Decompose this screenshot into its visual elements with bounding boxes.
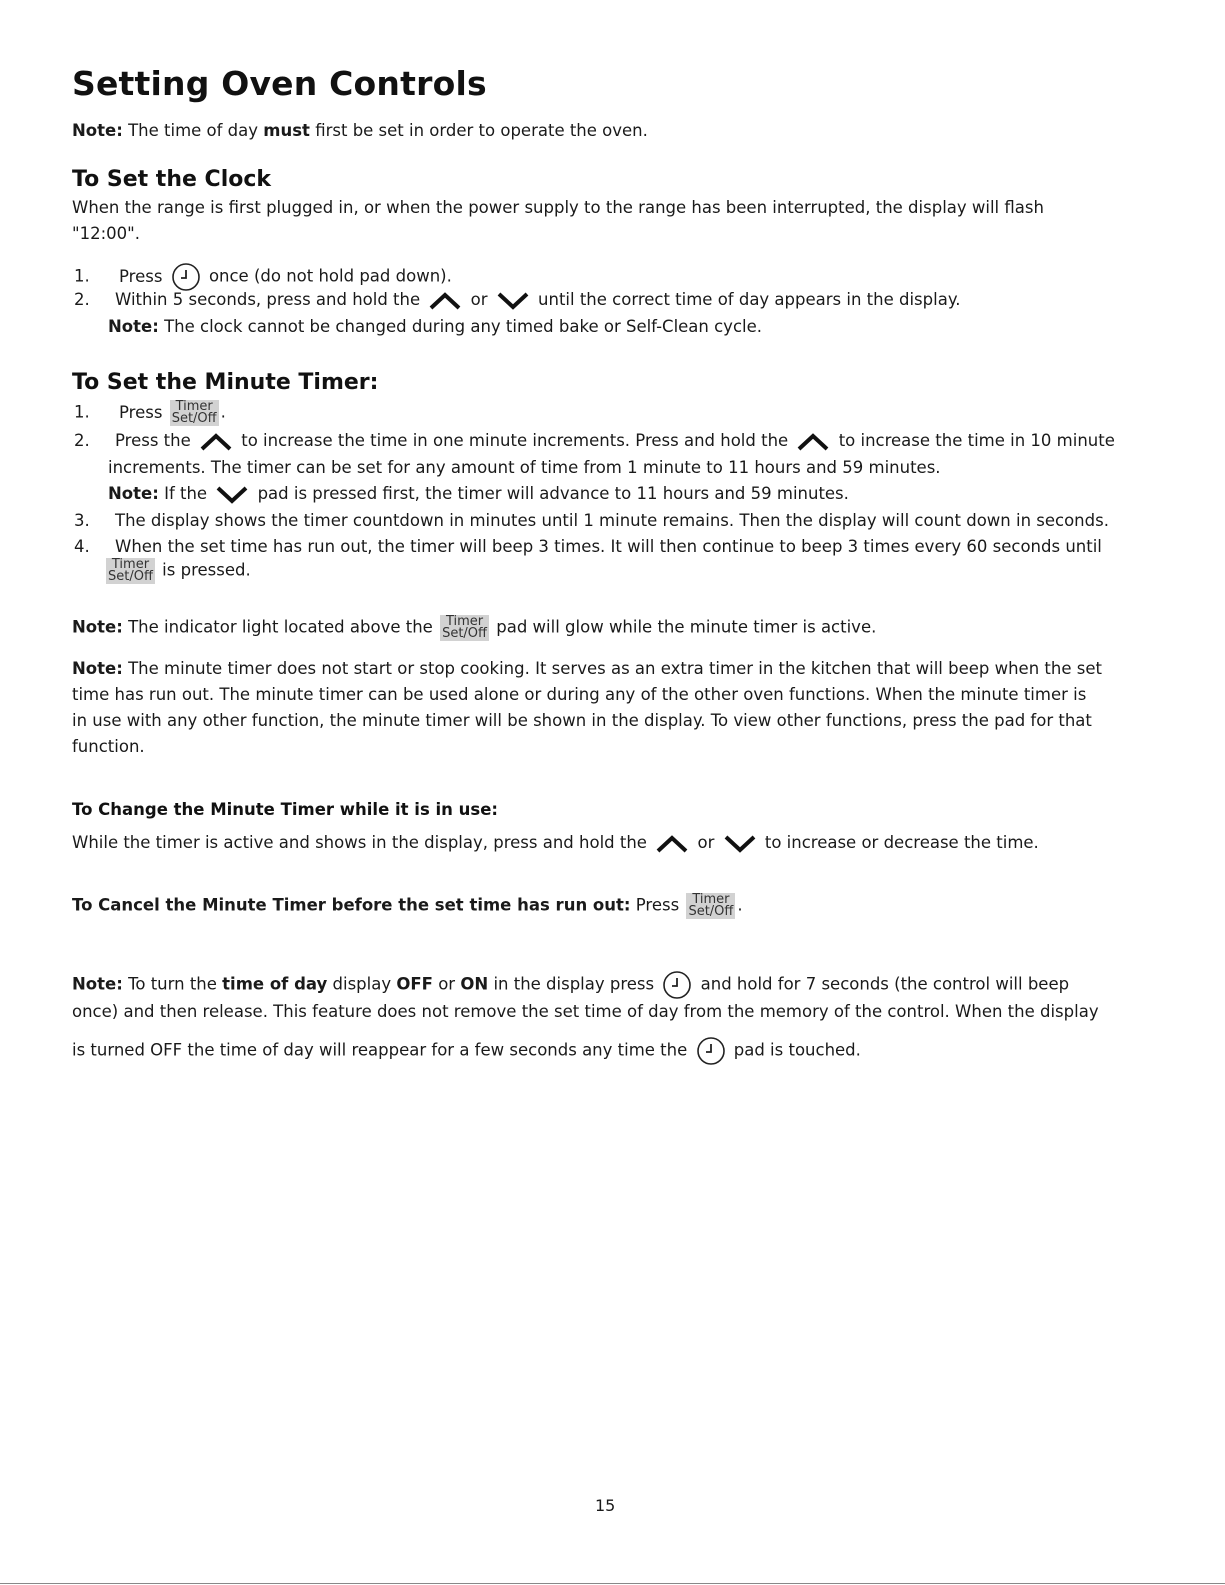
timer-note-2-line3: in use with any other function, the minute timer will be shown in the display. To view other functions, press the pad for that bbox=[72, 711, 1092, 730]
step-number: 2. bbox=[74, 431, 90, 450]
note-text: and hold for 7 seconds (the control will beep bbox=[700, 974, 1070, 994]
down-arrow-icon bbox=[722, 835, 758, 853]
note-emphasis: must bbox=[263, 121, 310, 140]
pad-label-bottom: Set/Off bbox=[108, 569, 153, 584]
pad-label-bottom: Set/Off bbox=[171, 411, 217, 426]
timer-note-2-line4: function. bbox=[72, 737, 145, 756]
body-text: . bbox=[737, 895, 743, 915]
step-text: . bbox=[220, 402, 226, 422]
body-text: Press bbox=[635, 895, 680, 915]
timer-step-2-note bbox=[108, 483, 849, 505]
pad-label-top: Timer bbox=[175, 399, 213, 414]
note-label: Note: bbox=[72, 121, 123, 140]
note-emphasis: time of day bbox=[222, 974, 328, 994]
step-text: to increase the time in 10 minute bbox=[838, 431, 1115, 450]
step-text: is pressed. bbox=[162, 560, 251, 580]
up-arrow-icon bbox=[654, 835, 690, 853]
step-number: 2. bbox=[74, 290, 90, 309]
timer-step-4 bbox=[74, 536, 1102, 558]
note-text: pad will glow while the minute timer is active. bbox=[496, 617, 877, 637]
final-note-line1 bbox=[72, 970, 1069, 1000]
step-text: or bbox=[470, 290, 488, 309]
pad-label-top: Timer bbox=[111, 557, 150, 572]
note-text: The time of day bbox=[128, 121, 259, 140]
note-label: Note: bbox=[72, 974, 123, 994]
note-text: is turned OFF the time of day will reappear for a few seconds any time the bbox=[72, 1040, 688, 1060]
step-text: When the set time has run out, the timer will beep 3 times. It will then continue to beep 3 times every 60 seconds until bbox=[115, 537, 1102, 556]
step-text: Press the bbox=[115, 431, 191, 450]
body-text: to increase or decrease the time. bbox=[764, 833, 1039, 852]
note-text: If the bbox=[164, 484, 208, 503]
step-text: to increase the time in one minute increments. Press and hold the bbox=[241, 431, 789, 450]
final-note-line2: once) and then release. This feature does not remove the set time of day from the memory of the control. When the display bbox=[72, 1002, 1099, 1021]
note-text: or bbox=[438, 974, 456, 994]
body-text: or bbox=[697, 833, 715, 852]
change-heading: To Change the Minute Timer while it is in use: bbox=[72, 800, 499, 819]
intro-note bbox=[72, 120, 648, 142]
step-text: once (do not hold pad down). bbox=[208, 266, 452, 286]
clock-icon bbox=[662, 970, 692, 1000]
up-arrow-icon bbox=[795, 433, 831, 451]
page-number: 15 bbox=[595, 1496, 616, 1515]
note-text: The clock cannot be changed during any timed bake or Self-Clean cycle. bbox=[164, 317, 763, 336]
change-text bbox=[72, 832, 1039, 854]
step-number: 1. bbox=[74, 266, 90, 286]
note-text: first be set in order to operate the oven. bbox=[315, 121, 648, 140]
timer-set-off-pad bbox=[686, 893, 735, 919]
down-arrow-icon bbox=[214, 486, 250, 504]
timer-set-off-pad bbox=[440, 615, 489, 641]
bottom-divider bbox=[0, 1583, 1225, 1584]
timer-note-2-line2: time has run out. The minute timer can be used alone or during any of the other oven functions. When the minute timer is bbox=[72, 685, 1087, 704]
step-text: until the correct time of day appears in the display. bbox=[538, 290, 961, 309]
note-label: Note: bbox=[108, 484, 159, 503]
cancel-heading: To Cancel the Minute Timer before the set time has run out: bbox=[72, 895, 631, 915]
timer-note-1 bbox=[72, 615, 876, 641]
clock-step-2 bbox=[74, 289, 960, 311]
pad-label-bottom: Set/Off bbox=[688, 904, 734, 919]
note-text: pad is pressed first, the timer will advance to 11 hours and 59 minutes. bbox=[257, 484, 849, 503]
note-label: Note: bbox=[108, 317, 159, 336]
up-arrow-icon bbox=[198, 433, 234, 451]
clock-step-1 bbox=[74, 262, 452, 292]
note-text: To turn the bbox=[128, 974, 217, 994]
step-number: 1. bbox=[74, 402, 90, 422]
timer-step-1 bbox=[74, 400, 226, 426]
timer-step-2-line2: increments. The timer can be set for any amount of time from 1 minute to 11 hours and 59 minutes. bbox=[108, 458, 941, 477]
note-text: display bbox=[332, 974, 392, 994]
step-text: Press bbox=[119, 266, 163, 286]
step-number: 4. bbox=[74, 537, 90, 556]
note-emphasis: OFF bbox=[396, 974, 433, 994]
timer-step-3 bbox=[74, 510, 1109, 532]
note-text: The indicator light located above the bbox=[128, 617, 433, 637]
clock-icon bbox=[171, 262, 201, 292]
clock-icon bbox=[696, 1036, 726, 1066]
step-text: The display shows the timer countdown in minutes until 1 minute remains. Then the display will count down in seconds. bbox=[115, 511, 1109, 530]
step-text: Within 5 seconds, press and hold the bbox=[115, 290, 421, 309]
body-text: While the timer is active and shows in the display, press and hold the bbox=[72, 833, 647, 852]
pad-label-bottom: Set/Off bbox=[442, 626, 487, 641]
final-note-line3 bbox=[72, 1036, 861, 1066]
step-number: 3. bbox=[74, 511, 90, 530]
timer-note-2-line1 bbox=[72, 658, 1102, 680]
note-label: Note: bbox=[72, 617, 123, 637]
timer-heading: To Set the Minute Timer: bbox=[72, 370, 379, 395]
note-text: in the display press bbox=[493, 974, 655, 994]
timer-step-2 bbox=[74, 430, 1115, 452]
clock-para-line1: When the range is first plugged in, or when the power supply to the range has been interrupted, the display will flash bbox=[72, 198, 1044, 217]
note-text: The minute timer does not start or stop cooking. It serves as an extra timer in the kitchen that will beep when the set bbox=[128, 659, 1102, 678]
clock-heading: To Set the Clock bbox=[72, 167, 272, 192]
timer-set-off-pad bbox=[106, 558, 155, 584]
cancel-line bbox=[72, 893, 743, 919]
clock-note bbox=[108, 316, 762, 338]
down-arrow-icon bbox=[495, 292, 531, 310]
up-arrow-icon bbox=[427, 292, 463, 310]
note-label: Note: bbox=[72, 659, 123, 678]
timer-step-4-line2 bbox=[104, 558, 251, 584]
step-text: Press bbox=[119, 402, 163, 422]
pad-label-top: Timer bbox=[445, 614, 484, 629]
pad-label-top: Timer bbox=[692, 892, 730, 907]
timer-set-off-pad bbox=[170, 400, 219, 426]
note-text: pad is touched. bbox=[733, 1040, 861, 1060]
page-title: Setting Oven Controls bbox=[72, 64, 487, 103]
clock-para-line2: "12:00". bbox=[72, 224, 140, 243]
note-emphasis: ON bbox=[460, 974, 489, 994]
